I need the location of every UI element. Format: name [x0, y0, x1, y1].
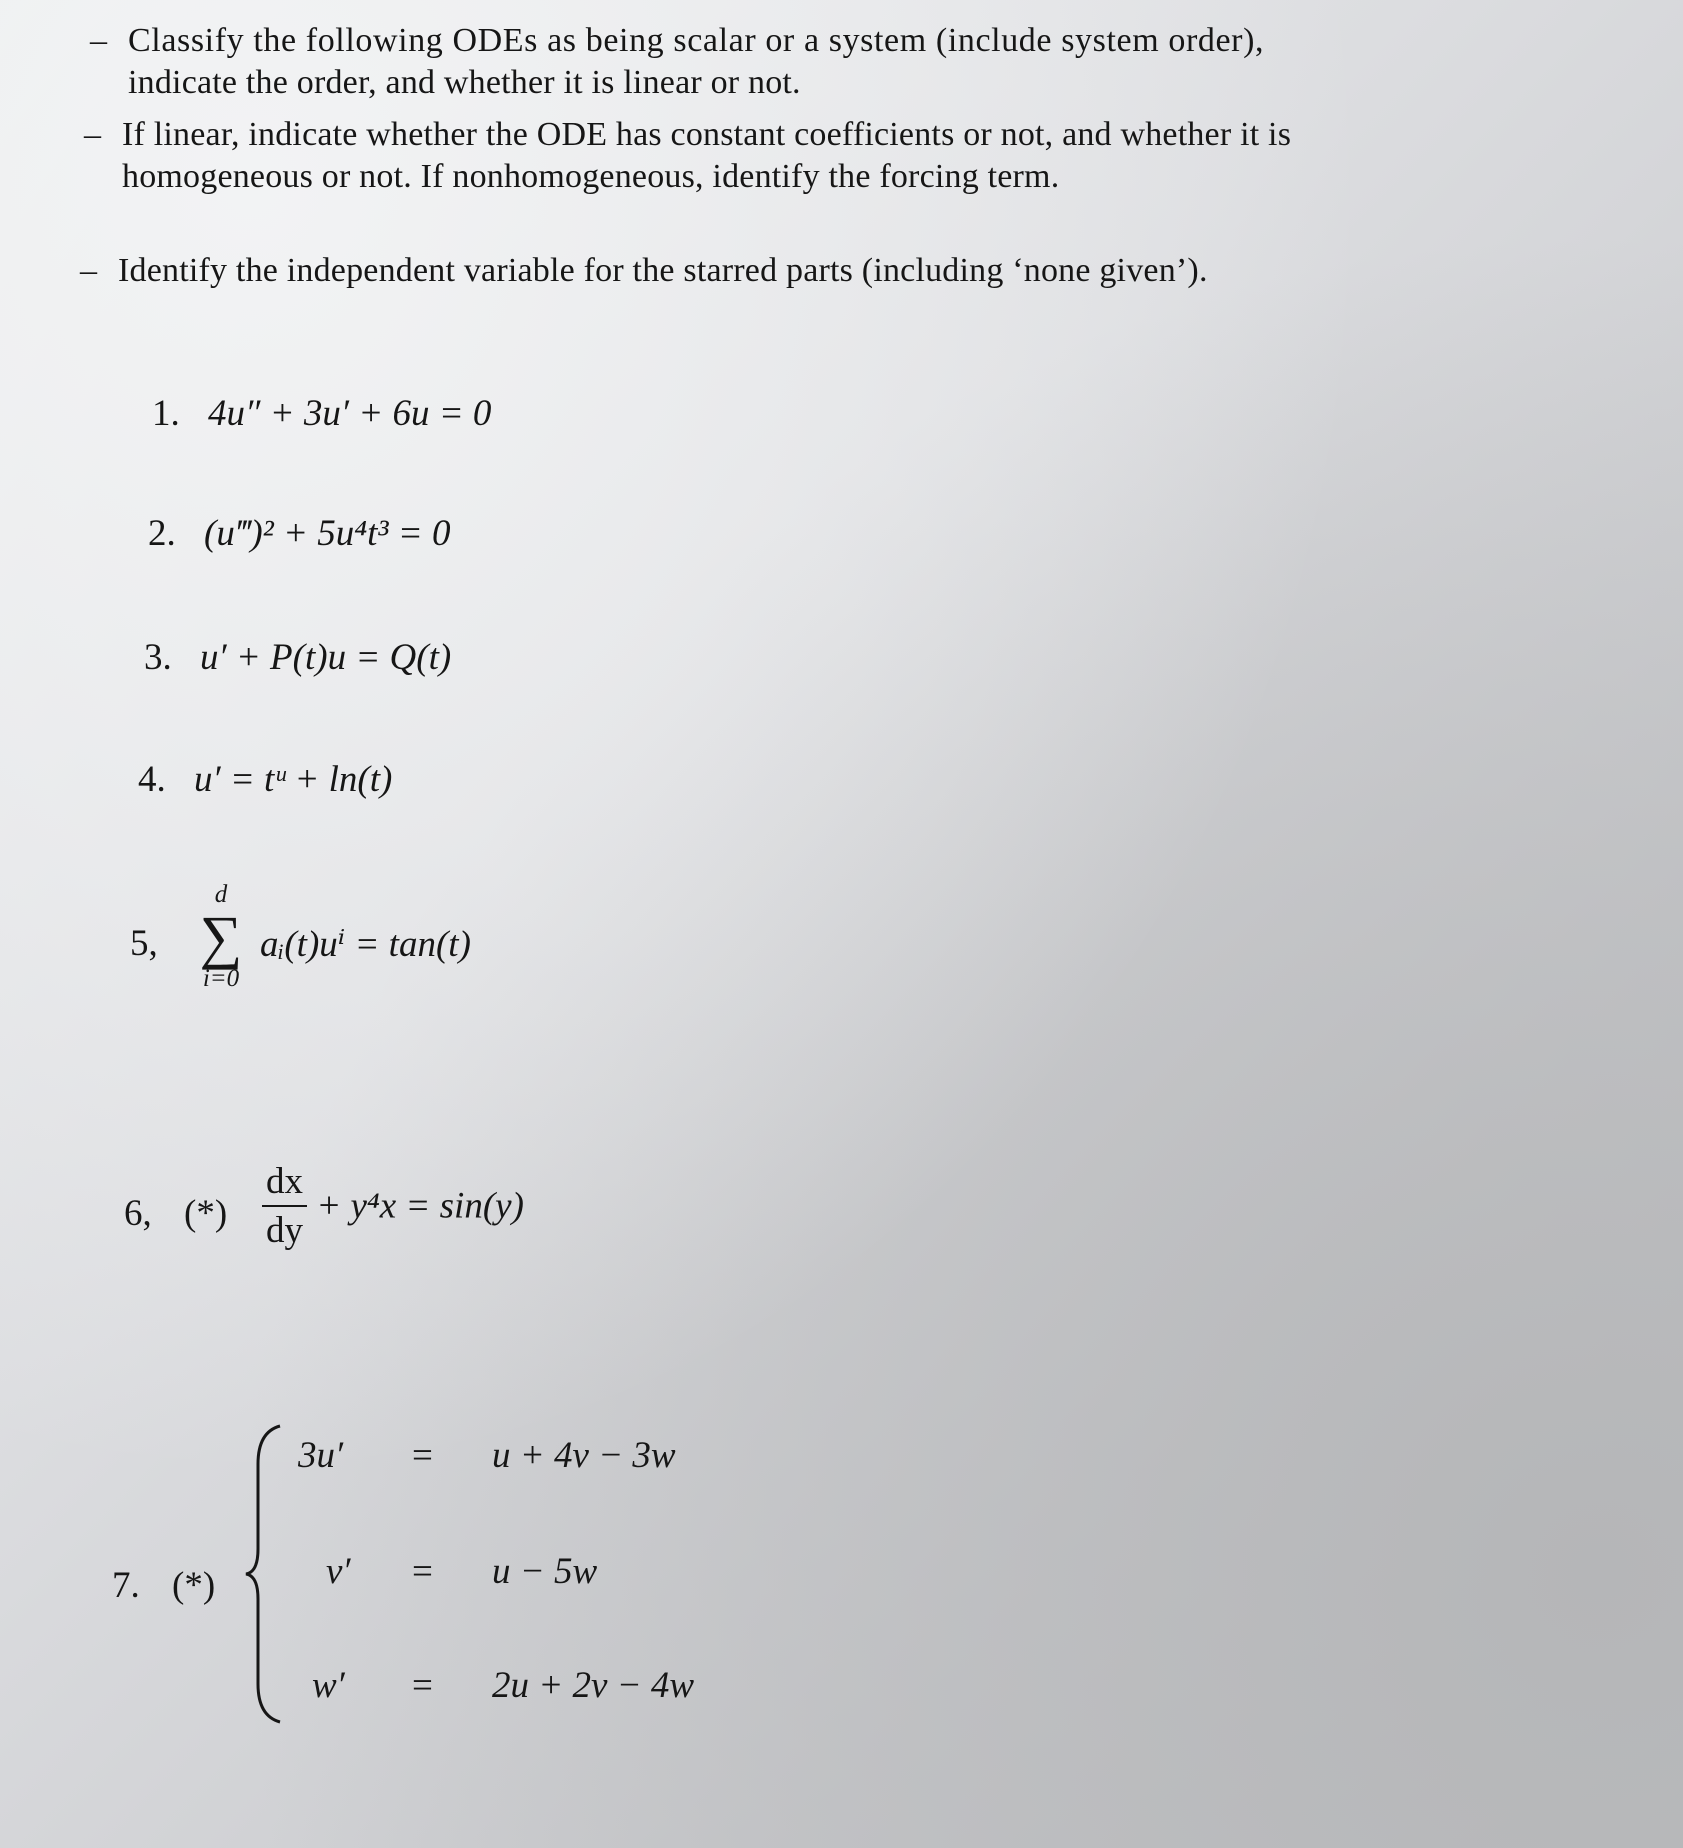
problem-4-equation: u′ = tᵘ + ln(t): [194, 759, 393, 800]
problem-3-equation: u′ + P(t)u = Q(t): [200, 637, 452, 678]
problem-6-rest: + y⁴x = sin(y): [316, 1185, 524, 1227]
sum-upper-limit: d: [214, 881, 228, 908]
problem-6-star: (*): [184, 1193, 228, 1234]
system-row-2-eq: =: [412, 1551, 433, 1592]
problem-3-number: 3.: [144, 637, 172, 678]
system-row-2-lhs: v′: [326, 1551, 351, 1592]
instruction-3-line-1: Identify the independent variable for the starred parts (including ‘none given’).: [118, 252, 1208, 289]
instruction-2: [84, 114, 1542, 198]
system-row-1-eq: =: [412, 1435, 433, 1476]
instruction-2-line-2: homogeneous or not. If nonhomogeneous, identify the forcing term.: [122, 158, 1060, 195]
derivative-fraction: [262, 1160, 307, 1252]
bullet-dash: –: [90, 22, 108, 59]
sigma-symbol: ∑: [199, 904, 243, 970]
fraction-bar: [262, 1205, 307, 1207]
problem-6-equation: [262, 1160, 524, 1252]
instruction-1-line-1: Classify the following ODEs as being scalar or a system (include system order),: [128, 22, 1265, 59]
instruction-1: [90, 20, 1528, 104]
problem-2-equation: (u‴)² + 5u⁴t³ = 0: [204, 513, 451, 554]
problem-7-star: (*): [172, 1565, 216, 1606]
problem-5-number: 5,: [130, 923, 158, 964]
system-row-2-rhs: u − 5w: [492, 1551, 598, 1592]
problem-6-number: 6,: [124, 1193, 152, 1234]
problem-1-equation: 4u″ + 3u′ + 6u = 0: [208, 393, 492, 434]
bullet-dash: –: [80, 252, 98, 289]
problem-4-number: 4.: [138, 759, 166, 800]
fraction-numerator: dx: [266, 1161, 303, 1202]
system-row-3-rhs: 2u + 2v − 4w: [492, 1665, 695, 1706]
fraction-denominator: dy: [266, 1210, 303, 1251]
system-row-1-lhs: 3u′: [298, 1435, 344, 1476]
problem-7-number: 7.: [112, 1565, 140, 1606]
system-row-1-rhs: u + 4v − 3w: [492, 1435, 676, 1476]
problem-5-equation: aᵢ(t)uⁱ = tan(t): [260, 924, 471, 965]
sum-lower-limit: i=0: [202, 965, 240, 992]
instruction-2-line-1: If linear, indicate whether the ODE has constant coefficients or not, and whether it is: [122, 116, 1292, 153]
bullet-dash: –: [84, 116, 102, 153]
problem-2-number: 2.: [148, 513, 176, 554]
instruction-3: [80, 250, 1538, 292]
system-row-3-lhs: w′: [312, 1665, 345, 1706]
system-row-3-eq: =: [412, 1665, 433, 1706]
problem-5-summation: [190, 882, 252, 992]
problem-1-number: 1.: [152, 393, 180, 434]
instruction-1-line-2: indicate the order, and whether it is linear or not.: [128, 64, 801, 101]
system-brace: [240, 1424, 290, 1724]
